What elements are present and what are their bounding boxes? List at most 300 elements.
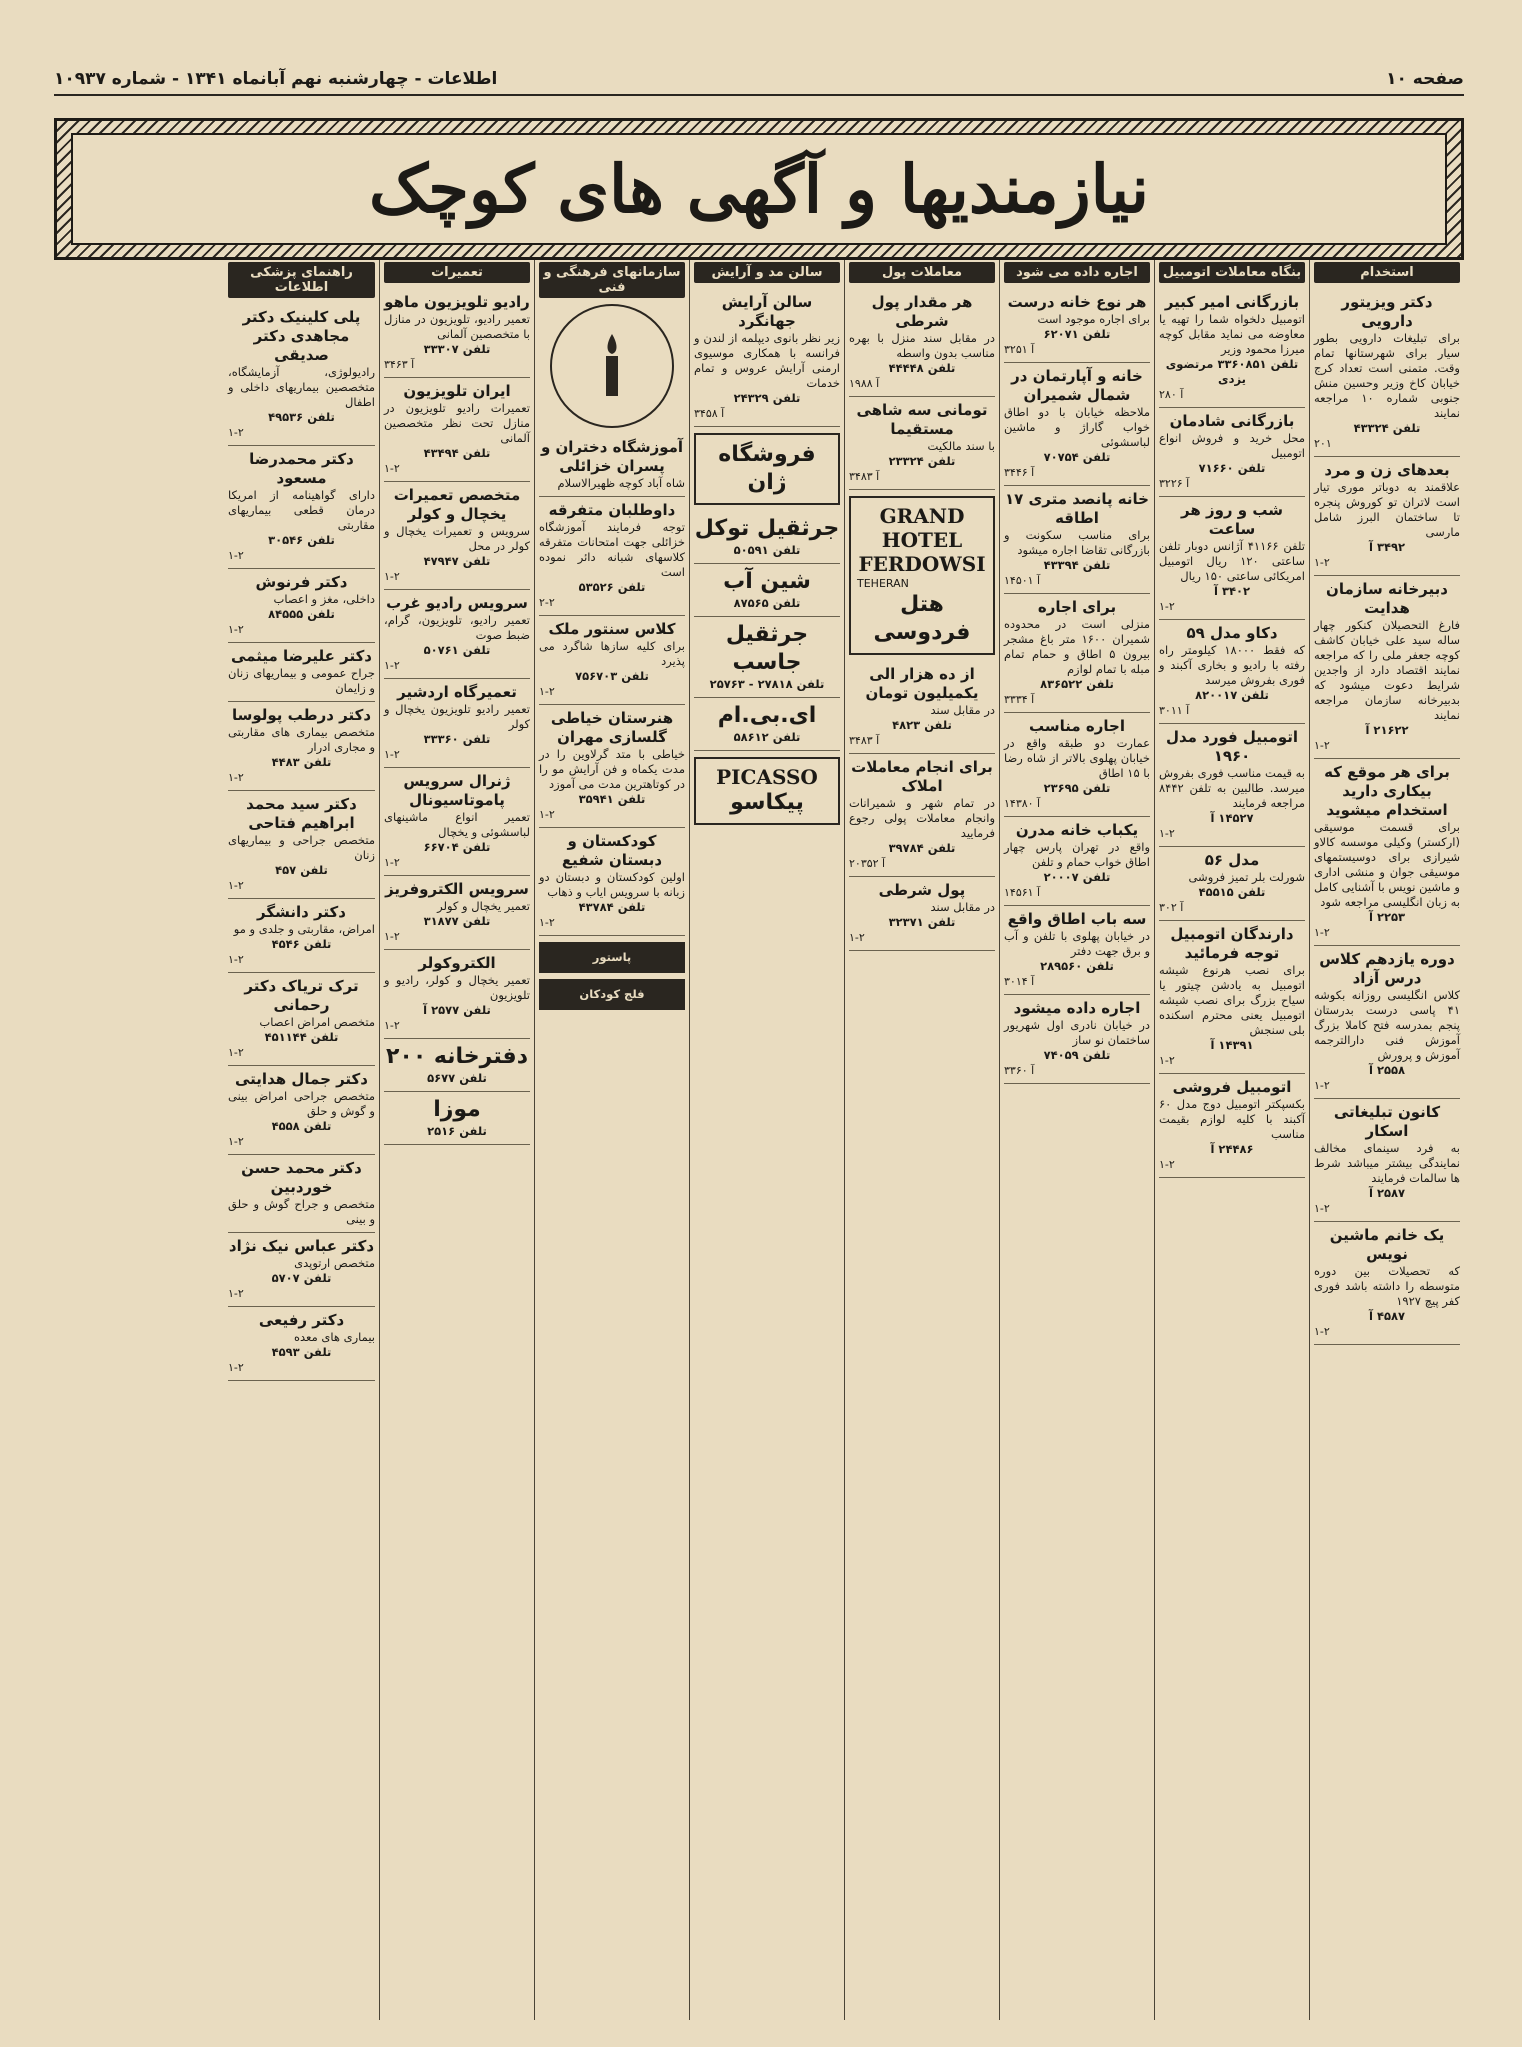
feature-phone: تلفن ۵۶۷۷: [427, 1071, 487, 1085]
top-line: [54, 64, 1464, 96]
ad-body: در مقابل سند منزل با بهره مناسب بدون واسطه: [849, 331, 995, 360]
classified-ad: [228, 643, 375, 702]
feature-phone: تلفن ۵۰۵۹۱: [733, 543, 801, 557]
ad-code: ۱-۲: [228, 623, 244, 636]
ad-title: کودکستان و دبستان شفیع: [561, 832, 663, 869]
ad-phone: تلفن ۴۵۱۱۴۴: [264, 1030, 339, 1044]
ad-code: ۱-۲: [228, 426, 244, 439]
classified-ad: [1004, 817, 1150, 906]
ad-phone: تلفن ۶۲۰۷۱: [1043, 327, 1111, 341]
classified-ad: [1159, 921, 1305, 1074]
ad-code: ۱۴۵۶۱ آ: [1004, 886, 1041, 899]
ad-phone: ۳۴۰۲ آ: [1213, 584, 1251, 598]
ad-title: سه باب اطاق واقع: [1007, 910, 1147, 928]
hotel-city: TEHERAN: [857, 577, 909, 590]
classified-ad: [1159, 497, 1305, 620]
ad-code: ۱-۲: [1159, 1054, 1175, 1067]
column-3: [844, 260, 999, 2020]
ad-body: در مقابل سند: [930, 900, 995, 914]
ad-phone: تلفن ۷۰۷۵۴: [1043, 450, 1111, 464]
ad-title: آموزشگاه دختران و پسران خزائلی: [540, 438, 684, 475]
ad-code: ۱-۲: [849, 931, 865, 944]
ad-code: ۲۸۰ آ: [1159, 388, 1184, 401]
ad-title: بازرگانی شادمان: [1169, 412, 1295, 430]
ad-body: به قیمت مناسب فوری بفروش میرسد. طالبین به تلفن ۸۴۴۲ مراجعه فرمایند: [1159, 766, 1305, 810]
ad-code: ۳۴۶۳ آ: [384, 358, 415, 371]
ad-body: در خیابان پهلوی با تلفن و آب و برق جهت دفتر: [1004, 929, 1150, 958]
feature-ad: [694, 617, 840, 698]
ad-title: کانون تبلیغاتی اسکار: [1333, 1103, 1441, 1140]
ad-title: یکباب خانه مدرن: [1015, 821, 1139, 839]
classified-ad: [849, 754, 995, 877]
feature-title: دفترخانه ۲۰۰: [385, 1044, 529, 1069]
ad-body: ملاحظه خیابان با دو اطاق خواب گاراژ و ماشین لباسشوئی: [1004, 405, 1150, 449]
ad-title: الکتروکولر: [418, 954, 496, 972]
classified-ad: [539, 828, 685, 936]
classified-ad: [384, 378, 530, 482]
feature-ad: پاستور: [539, 942, 685, 973]
picasso-ad: [694, 757, 840, 825]
banner-inner: [71, 133, 1447, 245]
ad-title: برای اجاره: [1037, 598, 1117, 616]
ad-body: تعمیر رادیو، تلویزیون، گرام، ضبط صوت: [384, 613, 530, 642]
ad-phone: تلفن ۳۰۵۴۶: [268, 533, 335, 547]
ad-code: ۱-۲: [1314, 739, 1330, 752]
classified-ad: [384, 768, 530, 876]
feature-ad: [694, 511, 840, 564]
ad-code: ۲۰۱: [1314, 437, 1332, 450]
ad-title: سرویس الکتروفریز: [385, 880, 529, 898]
ad-phone: تلفن ۴۹۵۳۶: [268, 410, 335, 424]
classified-ad: [849, 661, 995, 754]
ad-title: ترک تریاک دکتر رحمانی: [244, 977, 359, 1014]
ad-body: زیر نظر بانوی دیپلمه از لندن و فرانسه با همکاری موسیوی ارمنی آرایش عروس و تمام خدمات: [694, 331, 840, 390]
classified-ad: [1004, 289, 1150, 363]
ad-phone: تلفن ۶۶۷۰۴: [423, 840, 491, 854]
hotel-name-fa: هتل فردوسی: [873, 592, 971, 645]
ad-code: ۱-۲: [1314, 926, 1330, 939]
ad-body: اولین کودکستان و دبستان دو زبانه با سرویس ایاب و ذهاب: [539, 870, 685, 899]
ad-phone: تلفن ۳۲۳۷۱: [888, 915, 956, 929]
ad-phone: تلفن ۴۵۴۶: [271, 937, 332, 951]
ad-phone: ۲۱۶۲۲ آ: [1365, 723, 1409, 737]
ad-body: شورلت بلر تمیز فروشی: [1188, 870, 1305, 884]
classified-ad: [228, 899, 375, 973]
banner-title: نیازمندیها و آگهی های کوچک: [369, 150, 1150, 228]
ad-code: ۳۰۲ آ: [1159, 901, 1184, 914]
ad-title: دکتر محمدرضا مسعود: [249, 450, 354, 487]
ad-code: ۱-۲: [384, 462, 400, 475]
ad-code: ۳۴۸۳ آ: [849, 470, 880, 483]
ad-phone: ۴۵۸۷ آ: [1368, 1309, 1406, 1323]
ad-title: برای انجام معاملات املاک: [851, 758, 993, 795]
ad-body: شاه آباد کوچه ظهیرالاسلام: [557, 476, 685, 490]
column-header: معاملات پول: [849, 262, 995, 283]
ad-code: ۱-۲: [384, 930, 400, 943]
ad-code: ۳۳۳۴ آ: [1004, 693, 1035, 706]
feature-title: ای.بی.ام: [717, 703, 817, 728]
ad-body: در مقابل سند: [930, 703, 995, 717]
classified-ad: [384, 679, 530, 768]
ad-title: دکتر عباس نیک نژاد: [228, 1237, 375, 1255]
ad-title: هر مقدار پول شرطی: [871, 293, 973, 330]
ad-body: متخصص جراحی امراض بینی و گوش و حلق: [228, 1089, 375, 1118]
classified-ad: [1314, 1222, 1460, 1345]
column-1: [1154, 260, 1309, 2020]
classified-ad: [849, 397, 995, 490]
feature-ad: [384, 1039, 530, 1092]
classified-ad: [228, 446, 375, 569]
banner: [54, 118, 1464, 260]
ad-title: دبیرخانه سازمان هدایت: [1326, 580, 1448, 617]
hotel-ad: [849, 496, 995, 655]
ad-title: هر نوع خانه درست: [1007, 293, 1147, 311]
classified-ad: [1314, 576, 1460, 759]
ad-title: داوطلبان متفرقه: [548, 501, 676, 519]
ad-phone: تلفن ۸۴۵۵۵: [268, 607, 335, 621]
classified-ad: [694, 289, 840, 427]
picasso-label: PICASSO: [716, 765, 818, 789]
ad-code: ۱-۲: [539, 808, 555, 821]
ad-code: ۱-۲: [384, 570, 400, 583]
ad-phone: تلفن ۳۹۷۸۴: [888, 841, 956, 855]
ad-body: برای قسمت موسیقی (ارکستر) وکیلی موسسه کالاو شیرازی برای دوسیستمهای موسیقی جوان و منشی اداری و ماشین نویس با آشنایی کامل به زبان انگلیسی مراجعه شود: [1314, 820, 1460, 909]
classified-ad: [1314, 946, 1460, 1099]
ad-title: سرویس رادیو غرب: [386, 594, 528, 612]
ad-phone: تلفن ۴۵۵۱۵: [1198, 885, 1266, 899]
newspaper-page: [54, 64, 1464, 2024]
ad-phone: تلفن ۷۱۶۶۰: [1198, 461, 1266, 475]
ad-title: ایران تلویزیون: [403, 382, 511, 400]
ad-code: ۳۲۲۶ آ: [1159, 477, 1190, 490]
ad-title: دوره یازدهم کلاس درس آزاد: [1319, 950, 1455, 987]
ad-phone: تلفن ۴۵۷: [275, 863, 328, 877]
classified-ad: [1004, 906, 1150, 995]
feature-phone: تلفن ۲۵۱۶: [427, 1124, 487, 1138]
ad-code: ۱-۲: [228, 1287, 244, 1300]
ad-code: ۳۴۴۶ آ: [1004, 466, 1035, 479]
ad-phone: تلفن ۵۷۰۷: [271, 1271, 332, 1285]
ad-code: ۱-۲: [1314, 1079, 1330, 1092]
ad-phone: تلفن ۲۸۹۵۶۰: [1040, 959, 1114, 973]
ad-title: اتومبیل فروشی: [1172, 1078, 1292, 1096]
classified-ad: [384, 289, 530, 378]
classified-ad: [384, 950, 530, 1039]
feature-phone: تلفن ۵۸۶۱۲: [733, 730, 801, 744]
ad-phone: تلفن ۷۴۰۵۹: [1043, 1048, 1111, 1062]
ad-title: برای هر موقع که بیکاری دارید استخدام میشوید: [1324, 763, 1450, 819]
ad-code: ۱-۲: [228, 1046, 244, 1059]
ad-body: عمارت دو طبقه واقع در خیابان پهلوی بالاتر از شاه رضا با ۱۵ اطاق: [1004, 736, 1150, 780]
ad-title: دکاو مدل ۵۹: [1186, 624, 1278, 642]
ad-phone: تلفن ۲۳۶۹۵: [1043, 781, 1111, 795]
feature-title: جرثقیل توکل: [694, 516, 840, 541]
picasso-fa: پیکاسو: [730, 790, 804, 815]
column-4: [689, 260, 844, 2020]
ad-code: ۱۹۸۸ آ: [849, 377, 880, 390]
ad-body: داخلی، مغز و اعصاب: [273, 592, 375, 606]
ad-body: محل خرید و فروش انواع اتومبیل: [1159, 431, 1305, 460]
column-header: استخدام: [1314, 262, 1460, 283]
classified-ad: [849, 289, 995, 397]
ad-title: دکتر سید محمد ابراهیم فتاحی: [246, 795, 357, 832]
classified-ad: [1314, 1099, 1460, 1222]
feature-ad: [694, 698, 840, 751]
ad-code: ۲۰۳۵۲ آ: [849, 857, 886, 870]
ad-title: خانه و آپارتمان در شمال شمیران: [1011, 367, 1143, 404]
ad-body: به فرد سینمای مخالف نمایندگی بیشتر میباشد شرط ها سالمات فرمایند: [1314, 1141, 1460, 1185]
ad-phone: ۲۵۸۷ آ: [1368, 1186, 1406, 1200]
ad-code: ۱-۲: [384, 1019, 400, 1032]
ad-phone: ۱۴۵۲۷ آ: [1210, 811, 1254, 825]
hotel-name-en: GRAND HOTEL FERDOWSI: [858, 504, 986, 576]
ad-body: تعمیر رادیو، تلویزیون در منازل با متخصصین آلمانی: [384, 312, 530, 341]
classified-ad: [1004, 995, 1150, 1084]
classified-ad: [539, 434, 685, 497]
ad-title: بعدهای زن و مرد: [1324, 461, 1450, 479]
ad-phone: تلفن ۵۳۵۲۶: [578, 580, 646, 594]
ad-title: رادیو تلویزیون ماهو: [384, 293, 530, 311]
ad-body: تعمیر یخچال و کولر، رادیو و تلویزیون: [384, 973, 530, 1002]
ad-phone: تلفن ۴۷۹۴۷: [423, 554, 491, 568]
ad-phone: تلفن ۳۳۳۶۰: [423, 732, 491, 746]
ad-code: ۱-۲: [1314, 1325, 1330, 1338]
classified-ad: [1314, 457, 1460, 576]
ad-body: بیماری های معده: [293, 1330, 375, 1344]
ad-phone: تلفن ۴۴۸۳: [271, 755, 332, 769]
ad-title: کلاس سنتور ملک: [548, 620, 676, 638]
ad-title: خانه پانصد متری ۱۷ اطاقه: [1005, 490, 1149, 527]
ad-code: ۳۳۶۰ آ: [1004, 1064, 1035, 1077]
shop-title: فروشگاه ژان: [718, 442, 816, 495]
ad-body: برای تبلیغات دارویی بطور سیار برای شهرستانها تمام وقت. متمنی است تعداد کرج خیابان کاخ وزیر وحسین منش جنوبی شماره ۱۰ مراجعه نمایند: [1314, 331, 1460, 420]
ad-code: ۱-۲: [228, 549, 244, 562]
ad-body: تعمیر انواع ماشینهای لباسشوئی و یخچال: [384, 810, 530, 839]
candle-emblem-icon: [550, 304, 674, 428]
ad-code: ۲-۲: [539, 596, 555, 609]
ad-phone: تلفن ۴۸۲۳: [892, 718, 952, 732]
classified-ad: [539, 705, 685, 828]
ad-body: توجه فرمایند آموزشگاه خزائلی جهت امتحانات متفرقه کلاسهای شبانه دائر نموده است: [539, 520, 685, 579]
ad-phone: تلفن ۳۵۹۴۱: [578, 792, 646, 806]
feature-title: شین آب: [723, 569, 811, 594]
ad-code: ۱-۲: [228, 953, 244, 966]
ad-code: ۱-۲: [1159, 1158, 1175, 1171]
column-5: [534, 260, 689, 2020]
ad-code: ۱-۲: [539, 685, 555, 698]
ad-code: ۱-۲: [1159, 827, 1175, 840]
classified-ad: [1159, 1074, 1305, 1178]
ad-title: دارندگان اتومبیل توجه فرمائید: [1170, 925, 1294, 962]
ad-body: برای اجاره موجود است: [1037, 312, 1150, 326]
ad-phone: تلفن ۸۳۶۵۲۲: [1040, 677, 1114, 691]
classified-ad: [1159, 724, 1305, 847]
feature-title: جرثقیل جاسب: [725, 622, 809, 675]
ad-title: مدل ۵۶: [1204, 851, 1260, 869]
classified-ad: [228, 1066, 375, 1155]
classified-ad: [228, 973, 375, 1066]
ad-title: هنرستان خیاطی گلسازی مهران: [550, 709, 674, 746]
ad-body: تعمیرات رادیو تلویزیون در منازل تحت نظر متخصصین آلمانی: [384, 401, 530, 445]
ad-title: دکتر فرنوش: [255, 573, 348, 591]
ad-body: فارغ التحصیلان کنکور چهار ساله سید علی خیابان کاشف کوچه جعفر ملی را که مراجعه نمایند اقتصاد دارد از واجدین شرایط دعوت میشود که بدبیرخانه سازمان مراجعه نمایند: [1314, 618, 1460, 722]
ad-body: تعمیر رادیو تلویزیون یخچال و کولر: [384, 702, 530, 731]
classified-ad: [539, 497, 685, 616]
ad-title: اتومبیل فورد مدل ۱۹۶۰: [1165, 728, 1299, 765]
ad-body: کلاس انگلیسی روزانه بکوشه ۴۱ پاسی درست بدرستان پنجم بمدرسه فتح کاملا بزرگ آموزش فنی دارالترجمه آموزش و پرورش: [1314, 988, 1460, 1062]
ad-code: ۱-۲: [1159, 600, 1175, 613]
ad-body: سرویس و تعمیرات یخچال و کولر در محل: [384, 524, 530, 553]
ad-body: اتومبیل دلخواه شما را تهیه یا معاوضه می نماید مقابل کوچه میرزا محمود وزیر: [1159, 312, 1305, 356]
classified-ad: [228, 1155, 375, 1233]
dateline: اطلاعات - چهارشنبه نهم آبانماه ۱۳۴۱ - شماره ۱۰۹۳۷: [54, 69, 498, 89]
ad-title: دکتر رفیعی: [258, 1311, 345, 1329]
classified-ad: [1004, 486, 1150, 594]
column-header: سالن مد و آرایش: [694, 262, 840, 283]
ad-phone: تلفن ۲۰۰۰۷: [1043, 870, 1111, 884]
ad-phone: تلفن ۲۵۷۷ آ: [423, 1003, 491, 1017]
ad-body: علاقمند به دوباتر موری تیار است لاتران تو کوروش پنجره تا ساختمان البرز شامل مارسی: [1314, 480, 1460, 539]
ad-body: بکسپکتر اتومبیل دوج مدل ۶۰ آکبند با کلیه لوازم بقیمت مناسب: [1159, 1097, 1305, 1141]
ad-phone: تلفن ۵۰۷۶۱: [423, 643, 491, 657]
ad-phone: ۳۴۹۲ آ: [1368, 540, 1406, 554]
classified-ad: [228, 1307, 375, 1381]
ad-code: ۱-۲: [384, 659, 400, 672]
ad-title: پلی کلینیک دکتر مجاهدی دکتر صدیقی: [242, 308, 361, 364]
classified-columns: [54, 260, 1464, 2020]
ad-title: بازرگانی امیر کبیر: [1164, 293, 1300, 311]
ad-body: که تحصیلات بین دوره متوسطه را داشته باشد فوری کفر پیچ ۱۹۲۷: [1314, 1264, 1460, 1308]
classified-ad: [1159, 289, 1305, 408]
column-header: تعمیرات: [384, 262, 530, 283]
ad-body: جراح عمومی و بیماریهای زنان و زایمان: [228, 666, 375, 695]
column-header: اجاره داده می شود: [1004, 262, 1150, 283]
ad-phone: تلفن ۴۳۳۹۴: [1043, 558, 1111, 572]
ad-body: واقع در تهران پارس چهار اطاق خواب حمام و تلفن: [1004, 840, 1150, 869]
column-2: [999, 260, 1154, 2020]
feature-phone: تلفن ۲۷۸۱۸ - ۲۵۷۶۳: [709, 677, 825, 691]
ad-title: ژنرال سرویس پاموتاسیونال: [403, 772, 511, 809]
ad-body: تلفن ۴۱۱۶۶ آژانس دوبار تلفن ساعتی ۱۲۰ ریال اتومبیل امریکائی ساعتی ۱۵۰ ریال: [1159, 539, 1305, 583]
ad-body: امراض، مقاربتی و جلدی و مو: [233, 922, 375, 936]
feature-ad: [694, 564, 840, 617]
feature-title: موزا: [433, 1097, 481, 1122]
page-number: صفحه ۱۰: [1386, 69, 1464, 89]
ad-phone: تلفن ۴۳۳۲۴: [1353, 421, 1421, 435]
column-header: سازمانهای فرهنگی و فنی: [539, 262, 685, 298]
ad-body: تعمیر یخچال و کولر: [437, 899, 530, 913]
ad-title: دکتر محمد حسن خوردبین: [241, 1159, 362, 1196]
ad-code: ۱۴۵۰۱ آ: [1004, 574, 1041, 587]
ad-code: ۱-۲: [228, 1135, 244, 1148]
classified-ad: [1314, 289, 1460, 457]
ad-body: در خیابان نادری اول شهریور ساختمان نو ساز: [1004, 1018, 1150, 1047]
ad-body: متخصص جراحی و بیماریهای زنان: [228, 833, 375, 862]
ad-title: دکتر علیرضا میثمی: [230, 647, 373, 665]
ad-code: ۱-۲: [384, 856, 400, 869]
classified-ad: [539, 616, 685, 705]
ad-body: منزلی است در محدوده شمیران ۱۶۰۰ متر باغ مشجر بیرون ۵ اطاق و حمام تمام مبله با تمام لوازم: [1004, 617, 1151, 676]
classified-ad: [228, 1233, 375, 1307]
ad-body: که فقط ۱۸۰۰۰ کیلومتر راه رفته با رادیو و بخاری آکبند و فوری بفروش میرسد: [1159, 643, 1305, 687]
ad-body: دارای گواهینامه از امریکا درمان قطعی بیماریهای مقاربتی: [228, 488, 375, 532]
ad-phone: تلفن ۲۳۳۲۴: [888, 454, 956, 468]
ad-body: متخصص امراض اعصاب: [259, 1015, 375, 1029]
ad-code: ۱-۲: [228, 771, 244, 784]
classified-ad: [1004, 713, 1150, 817]
ad-title: سالن آرایش جهانگرد: [721, 293, 813, 330]
ad-phone: تلفن ۴۳۷۸۴: [578, 900, 646, 914]
classified-ad: [384, 590, 530, 679]
ad-code: ۳۴۵۸ آ: [694, 407, 725, 420]
classified-ad: [228, 791, 375, 899]
feature-phone: تلفن ۸۷۵۶۵: [733, 596, 801, 610]
ad-phone: تلفن ۳۱۸۷۷: [423, 914, 491, 928]
column-7: [224, 260, 379, 2020]
ad-code: ۱-۲: [1314, 1202, 1330, 1215]
ad-title: پول شرطی: [878, 881, 966, 899]
ad-phone: ۲۴۴۸۶ آ: [1210, 1142, 1254, 1156]
ad-body: در تمام شهر و شمیرانات وانجام معاملات پولی رجوع فرمایید: [849, 796, 995, 840]
ad-title: دکتر ویزیتور دارویی: [1341, 293, 1433, 330]
ad-code: ۱-۲: [1314, 556, 1330, 569]
classified-ad: [228, 569, 375, 643]
ad-body: برای مناسب سکونت و بازرگانی تقاضا اجاره میشود: [1004, 528, 1150, 557]
shop-ad: [694, 433, 840, 505]
column-0: [1309, 260, 1464, 2020]
ad-phone: تلفن ۴۵۹۳: [271, 1345, 332, 1359]
ad-code: ۱-۲: [539, 916, 555, 929]
ad-code: ۳۰۱۱ آ: [1159, 704, 1190, 717]
ad-code: ۳۰۱۴ آ: [1004, 975, 1035, 988]
ad-title: یک خانم ماشین نویس: [1329, 1226, 1445, 1263]
classified-ad: [1159, 847, 1305, 921]
classified-ad: [384, 482, 530, 590]
ad-code: ۳۲۵۱ آ: [1004, 343, 1035, 356]
ad-title: تومانی سه شاهی مستقیما: [856, 401, 988, 438]
ad-phone: ۲۲۵۳ آ: [1368, 910, 1406, 924]
column-header: بنگاه معاملات اتومبیل: [1159, 262, 1305, 283]
classified-ad: [1159, 408, 1305, 497]
ad-body: خیاطی با متد گرلاوین را در مدت یکماه و فن آرایش مو را در کوتاهترین مدت می آموزد: [539, 747, 685, 791]
ad-body: رادیولوژی، آزمایشگاه، متخصصین بیماریهای داخلی و اطفال: [228, 365, 375, 409]
ad-code: ۱-۲: [228, 1361, 244, 1374]
classified-ad: [1004, 363, 1150, 486]
classified-ad: [1004, 594, 1150, 713]
classified-ad: [1159, 620, 1305, 724]
ad-phone: ۲۵۵۸ آ: [1368, 1063, 1406, 1077]
ad-body: برای کلیه سازها شاگرد می پذیرد: [539, 639, 685, 668]
classified-ad: [228, 304, 375, 446]
ad-title: دکتر درطب پولوسا: [231, 706, 372, 724]
ad-phone: تلفن ۳۳۶۰۸۵۱ مرتضوی یزدی: [1165, 357, 1299, 386]
ad-phone: تلفن ۲۴۳۲۹: [733, 391, 801, 405]
ad-body: با سند مالکیت: [927, 439, 995, 453]
ad-code: ۱-۲: [384, 748, 400, 761]
ad-phone: تلفن ۷۵۶۷۰۳: [575, 669, 649, 683]
ad-phone: تلفن ۴۵۵۸: [271, 1119, 332, 1133]
ad-title: اجاره مناسب: [1029, 717, 1125, 735]
classified-ad: [1314, 759, 1460, 946]
ad-phone: تلفن ۳۳۳۰۷: [423, 342, 491, 356]
column-header: راهنمای پزشکی اطلاعات: [228, 262, 375, 298]
ad-title: تعمیرگاه اردشیر: [397, 683, 517, 701]
ad-code: ۳۴۸۳ آ: [849, 734, 880, 747]
ad-body: متخصص و جراح گوش و حلق و بینی: [228, 1197, 375, 1226]
ad-body: متخصص ارتوپدی: [294, 1256, 375, 1270]
ad-phone: تلفن ۸۲۰۰۱۷: [1195, 688, 1269, 702]
ad-body: متخصص بیماری های مقاربتی و مجاری ادرار: [228, 725, 375, 754]
